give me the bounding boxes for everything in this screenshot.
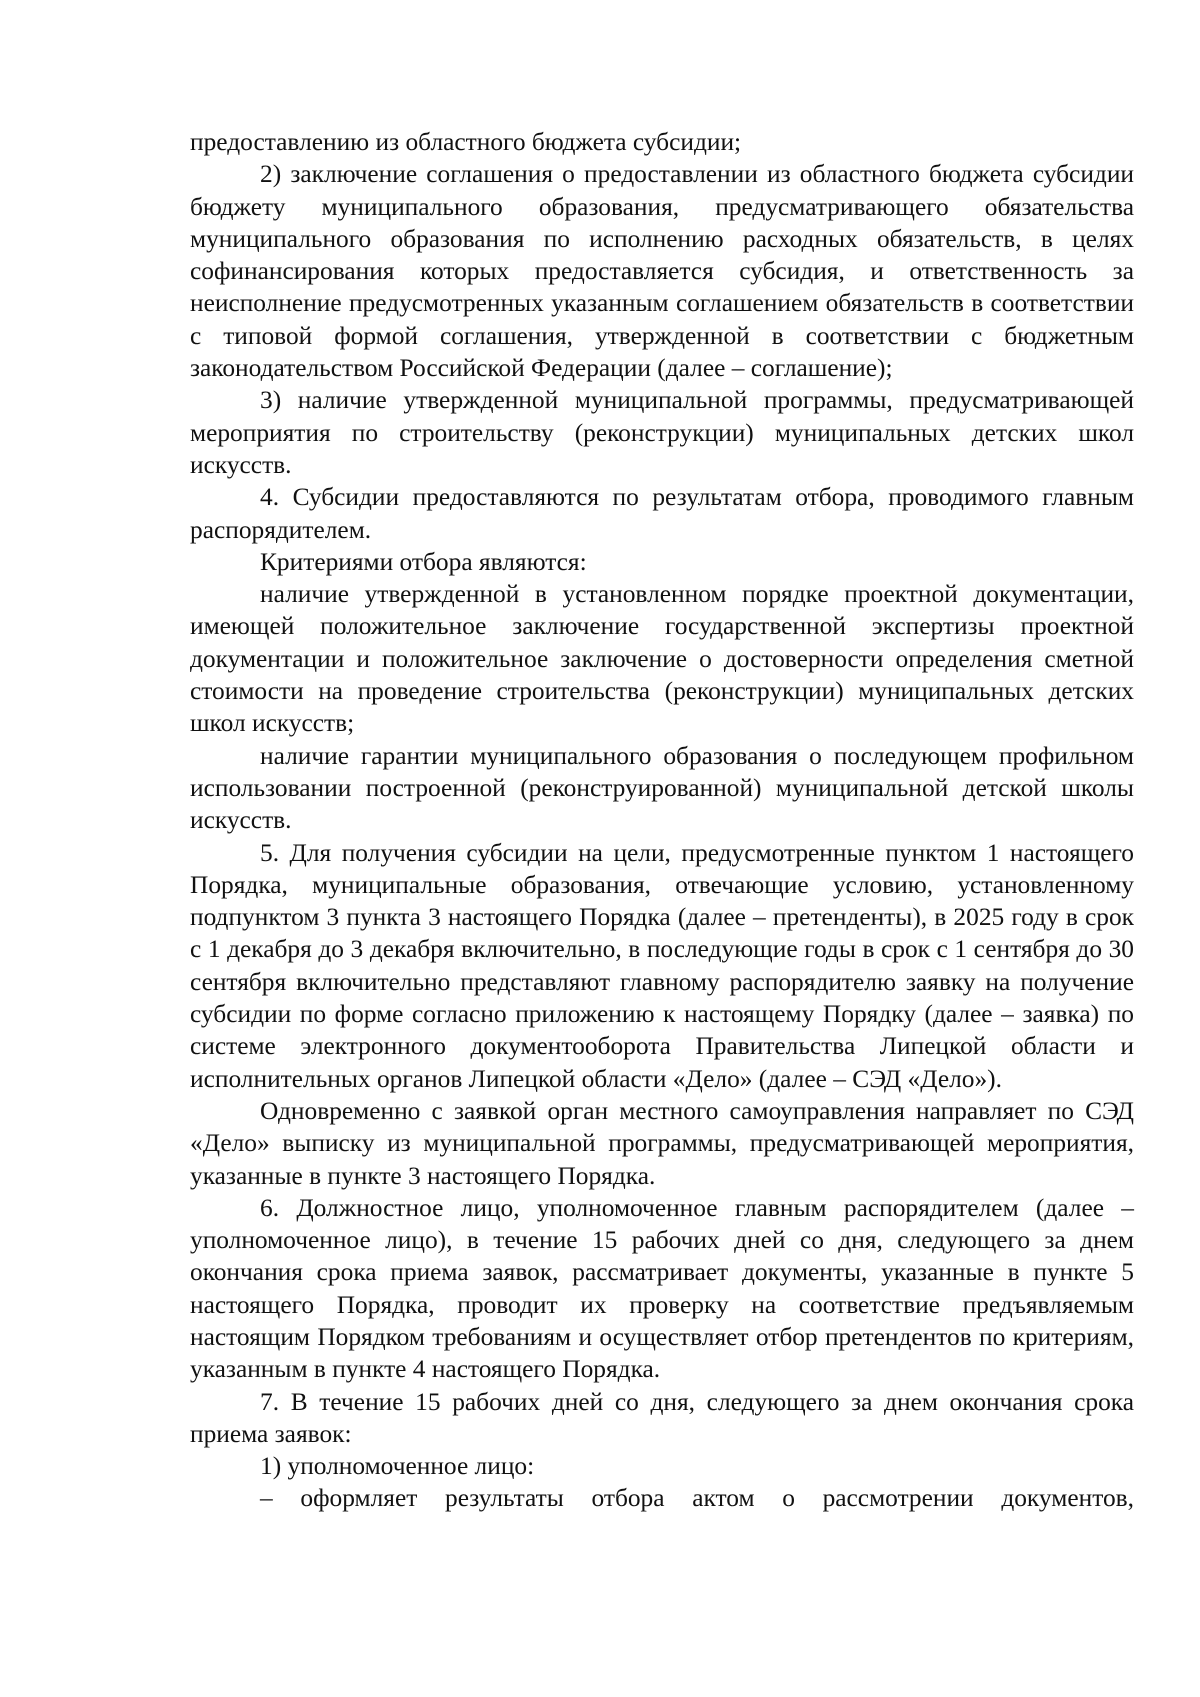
paragraph: наличие гарантии муниципального образования о последующем профильном использовании построенной (реконструированной) муниципальной детской школы искусств. [190,741,1134,835]
document-page [190,126,1134,1515]
paragraph: 6. Должностное лицо, уполномоченное главным распорядителем (далее – уполномоченное лицо), в течение 15 рабочих дней со дня, следующего за днем окончания срока приема заявок, рассматривает документы, указанные в пункте 5 настоящего Порядка, проводит их проверку на соответствие предъявляемым настоящим Порядком требованиям и осуществляет отбор претендентов по критериям, указанным в пункте 4 настоящего Порядка. [190,1193,1134,1384]
paragraph: 1) уполномоченное лицо: [260,1452,535,1481]
paragraph: 2) заключение соглашения о предоставлении из областного бюджета субсидии бюджету муниципального образования, предусматривающего обязательства муниципального образования по исполнению расходных обязательств, в целях софинансирования которых предоставляется субсидия, и ответственность за неисполнение предусмотренных указанным соглашением обязательств в соответствии с типовой формой соглашения, утвержденной в соответствии с бюджетным законодательством Российской Федерации (далее – соглашение); [190,160,1134,383]
paragraph: предоставлению из областного бюджета субсидии; [190,128,742,156]
paragraph: 7. В течение 15 рабочих дней со дня, следующего за днем окончания срока приема заявок: [190,1387,1134,1448]
paragraph: 3) наличие утвержденной муниципальной программы, предусматривающей мероприятия по строительству (реконструкции) муниципальных детских школ искусств. [190,386,1134,479]
paragraph: 4. Субсидии предоставляются по результатам отбора, проводимого главным распорядителем. [190,483,1134,544]
paragraph: Критериями отбора являются: [260,547,587,576]
paragraph: наличие утвержденной в установленном порядке проектной документации, имеющей положительное заключение государственной экспертизы проектной документации и положительное заключение о достоверности определения сметной стоимости на проведение строительства (реконструкции) муниципальных детских школ искусств; [190,580,1134,738]
paragraph: – оформляет результаты отбора актом о рассмотрении документов, [260,1484,1134,1513]
paragraph: Одновременно с заявкой орган местного самоуправления направляет по СЭД «Дело» выписку из муниципальной программы, предусматривающей мероприятия, указанные в пункте 3 настоящего Порядка. [190,1096,1134,1190]
paragraph: 5. Для получения субсидии на цели, предусмотренные пунктом 1 настоящего Порядка, муниципальные образования, отвечающие условию, установленному подпунктом 3 пункта 3 настоящего Порядка (далее – претенденты), в 2025 году в срок с 1 декабря до 3 декабря включительно, в последующие годы в срок с 1 сентября до 30 сентября включительно представляют главному распорядителю заявку на получение субсидии по форме согласно приложению к настоящему Порядку (далее – заявка) по системе электронного документооборота Правительства Липецкой области и исполнительных органов Липецкой области «Дело» (далее – СЭД «Дело»). [190,838,1134,1093]
